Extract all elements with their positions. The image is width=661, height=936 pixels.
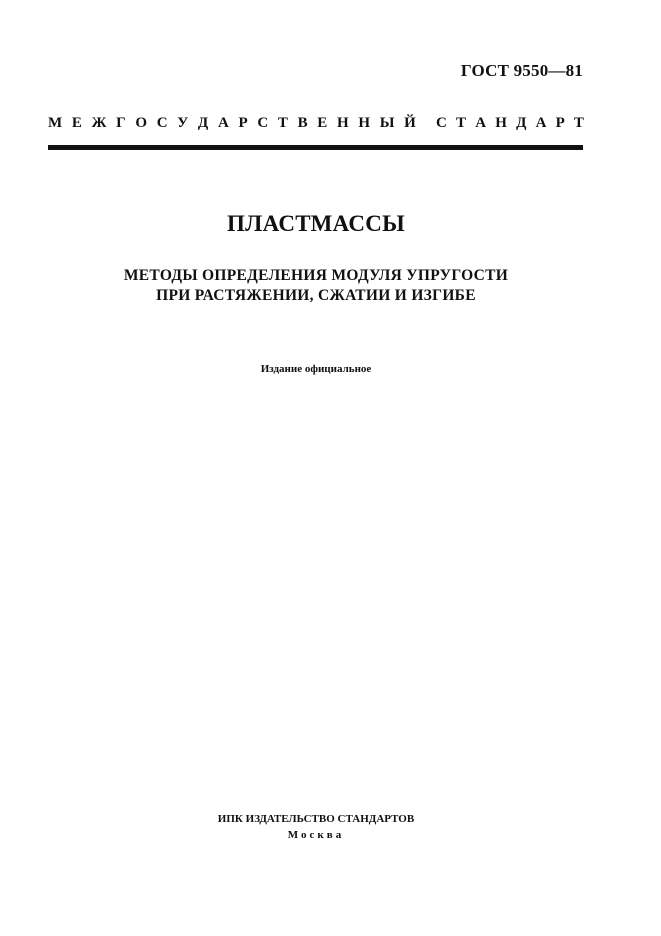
publisher-city: Москва <box>287 829 345 841</box>
document-number: ГОСТ 9550—81 <box>460 61 583 80</box>
document-title: ПЛАСТМАССЫ <box>226 211 406 236</box>
header-rule <box>48 145 583 150</box>
document-subtitle <box>0 266 632 306</box>
category-word: М Е Ж Г О С У Д А Р С Т В Е Н Н Ы Й <box>48 115 416 131</box>
category-word: С Т А Н Д А Р Т <box>436 115 584 131</box>
subtitle-line-1: МЕТОДЫ ОПРЕДЕЛЕНИЯ МОДУЛЯ УПРУГОСТИ <box>123 267 509 284</box>
edition-note: Издание официальное <box>260 363 372 375</box>
standard-category <box>48 115 584 132</box>
subtitle-line-2: ПРИ РАСТЯЖЕНИИ, СЖАТИИ И ИЗГИБЕ <box>156 287 476 304</box>
publisher-name: ИПК ИЗДАТЕЛЬСТВО СТАНДАРТОВ <box>217 813 415 825</box>
